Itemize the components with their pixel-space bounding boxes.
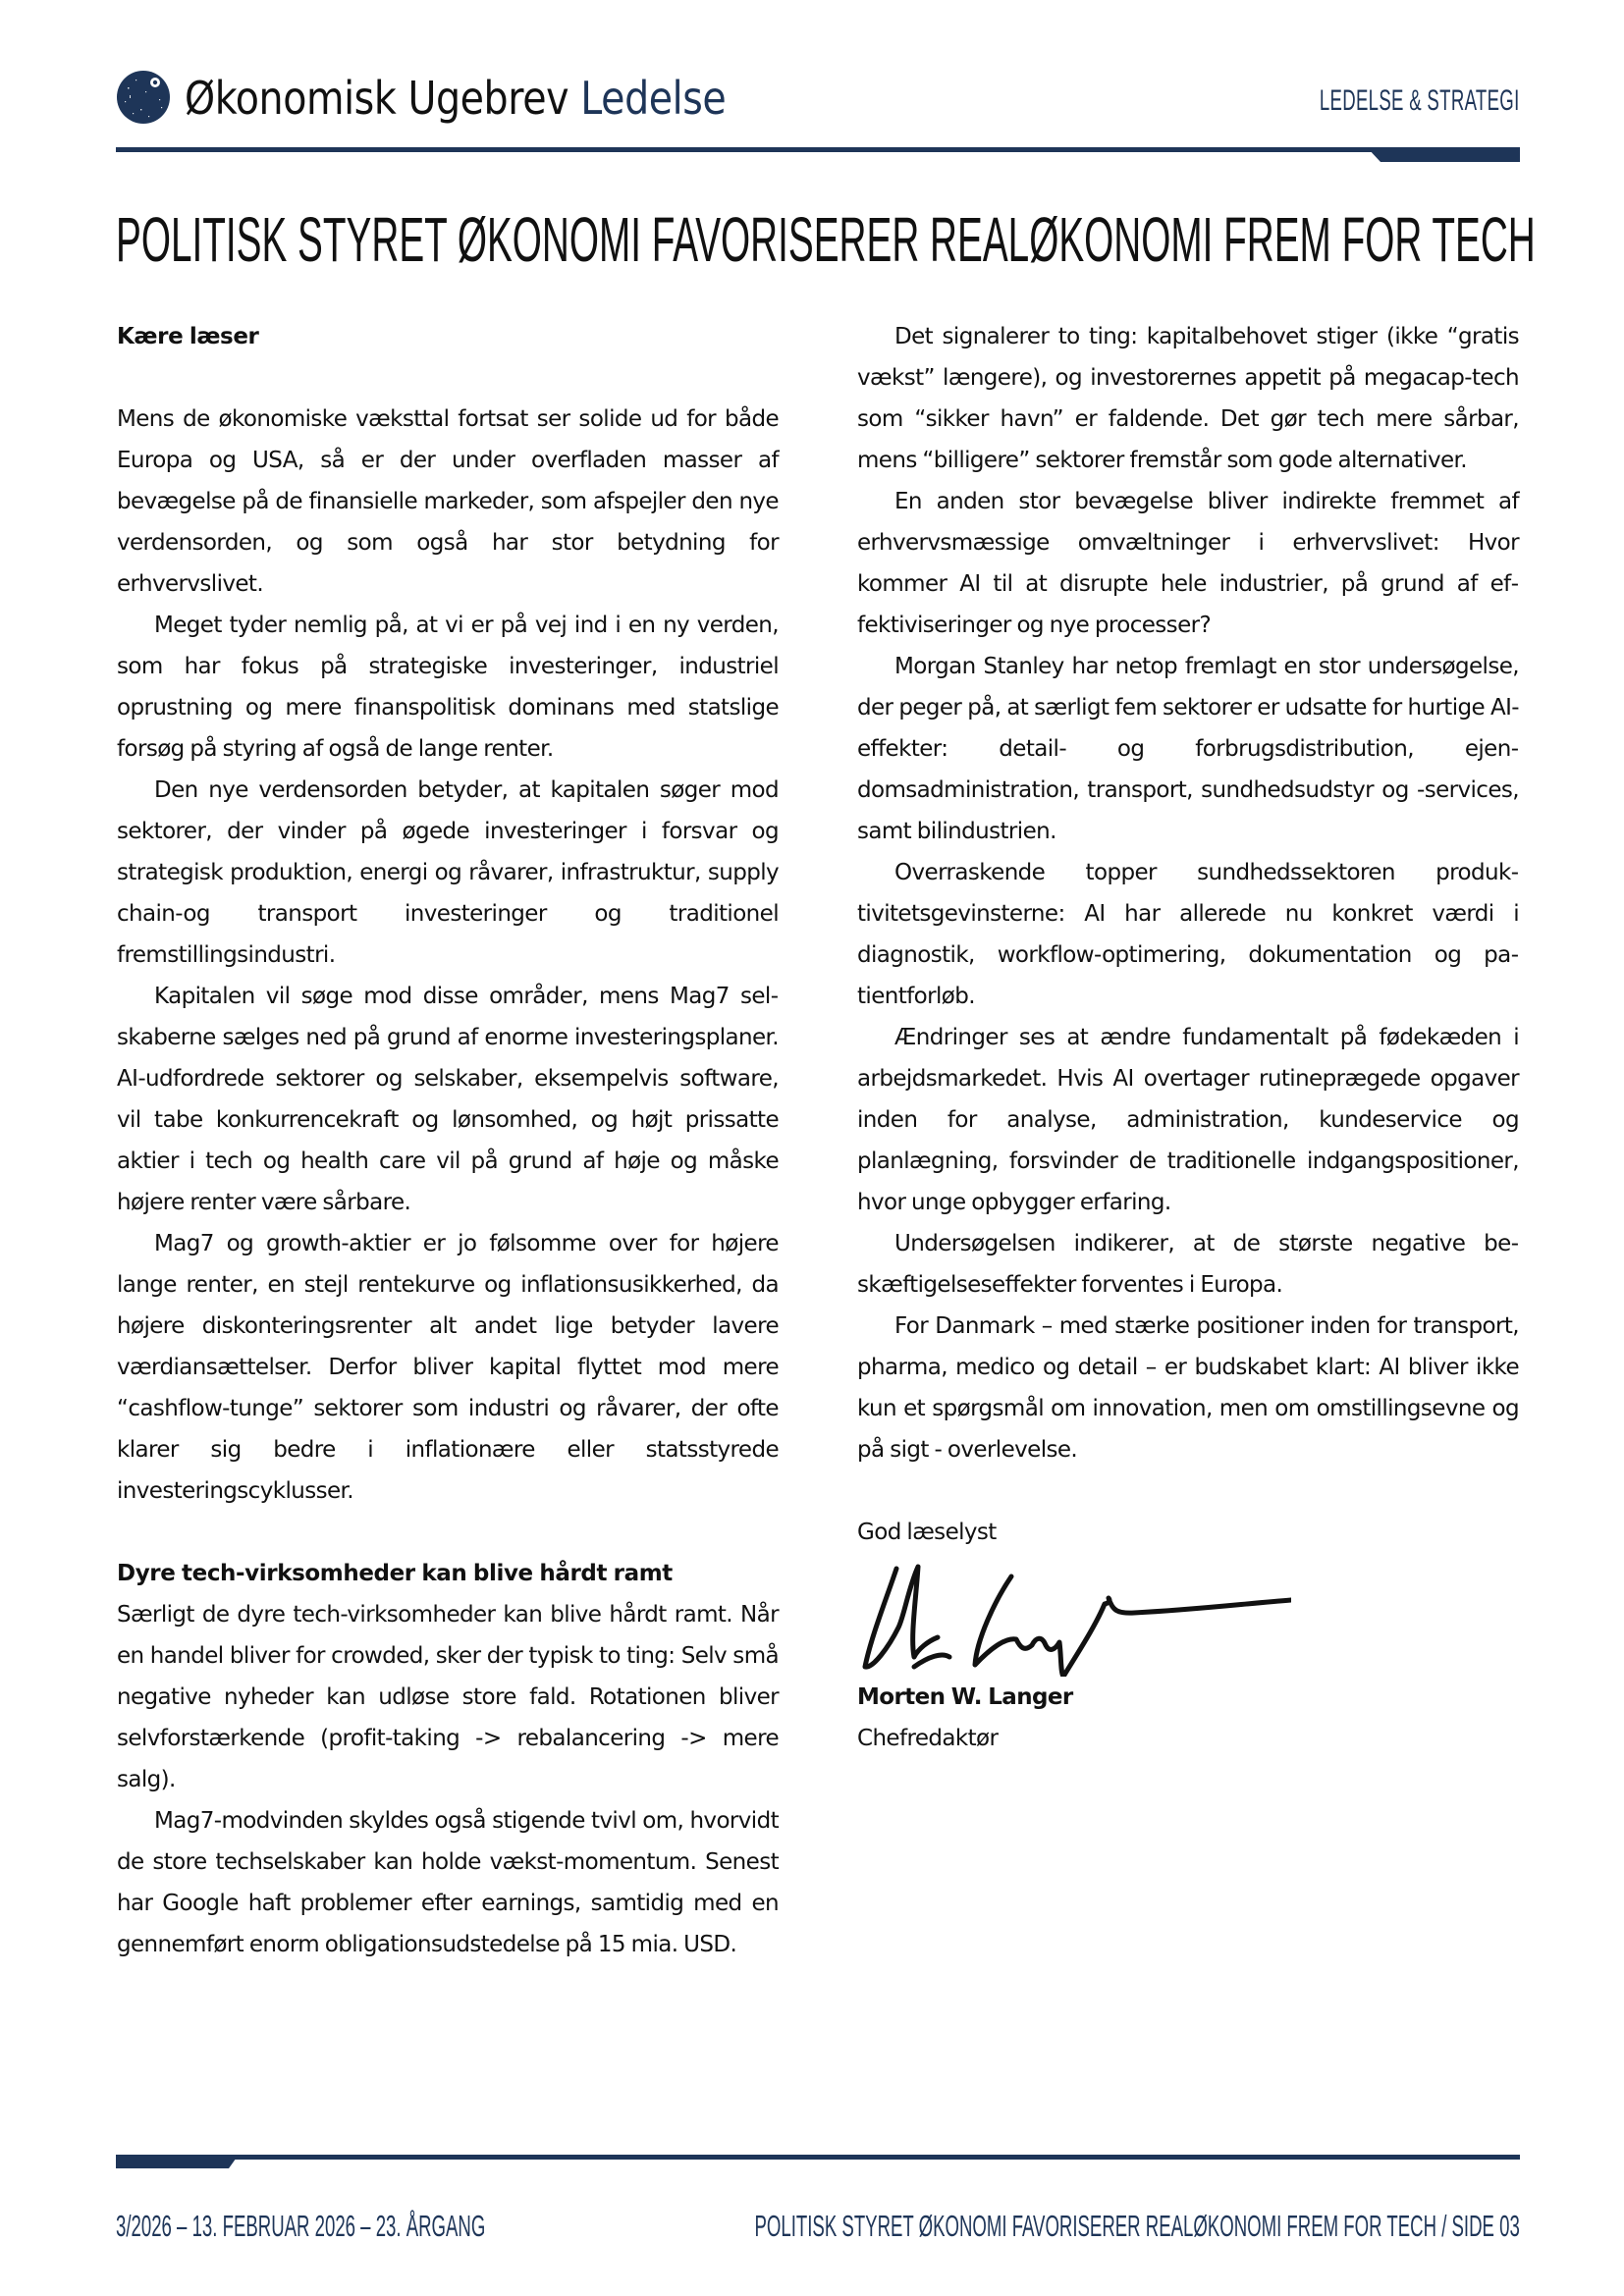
footer-divider xyxy=(116,2155,1520,2160)
issue-info: 3/2026 – 13. FEBRUAR 2026 – 23. ÅRGANG xyxy=(116,2209,486,2243)
left-column xyxy=(117,316,779,1965)
signature-icon xyxy=(859,1559,1291,1677)
right-column xyxy=(857,316,1519,1759)
header-divider-tab xyxy=(1367,147,1520,162)
paragraph: Ændringer ses at ændre fundamentalt på fødekæden i arbejdsmarkedet. Hvis AI overtager rutineprægede opgaver inden for analyse, administration, kundeservice og planlægning, forsvinder de traditionelle indgangspositioner, hvor unge opbygger erfaring. xyxy=(857,1025,1519,1215)
paragraph: Overraskende topper sundhedssektoren produktivitetsgevinsterne: AI har allerede nu konkret værdi i diagnostik, workflow-optimering, dokumentation og patientforløb. xyxy=(857,860,1519,1009)
masthead xyxy=(116,65,1520,153)
brand-name xyxy=(185,69,726,128)
paragraph: Det signalerer to ting: kapitalbehovet stiger (ikke “gratis vækst” længere), og investorernes appetit på megacap-tech som “sikker havn” er faldende. Det gør tech mere sårbar, mens “billigere” sektorer fremstår som gode alternativer. xyxy=(857,324,1519,473)
salutation: Kære læser xyxy=(117,324,259,349)
article-title: POLITISK STYRET ØKONOMI FAVORISERER REALØKONOMI FREM FOR TECH xyxy=(116,204,1536,275)
header-divider xyxy=(116,147,1520,152)
paragraph: For Danmark – med stærke positioner inden for transport, pharma, medico og detail – er budskabet klart: AI bliver ikke kun et spørgsmål om innovation, men om omstillingsevne og på sigt - overlevelse. xyxy=(857,1313,1519,1463)
paragraph: Kapitalen vil søge mod disse områder, mens Mag7 selskaberne sælges ned på grund af enorme investeringsplaner. AI-udfordrede sektorer og selskaber, eksempelvis software, vil tabe konkurrencekraft og lønsomhed, og højt prissatte aktier i tech og health care vil på grund af høje og måske højere renter være sårbare. xyxy=(117,984,779,1215)
subheading: Dyre tech-virksomheder kan blive hårdt ramt xyxy=(117,1561,673,1586)
brand-main: Økonomisk Ugebrev xyxy=(185,72,569,125)
globe-icon xyxy=(116,70,171,125)
paragraph: Meget tyder nemlig på, at vi er på vej ind i en ny verden, som har fokus på strategiske investeringer, industriel oprustning og mere finanspolitisk dominans med statslige forsøg på styring af også de lange renter. xyxy=(117,613,779,762)
page-info: POLITISK STYRET ØKONOMI FAVORISERER REALØKONOMI FREM FOR TECH / SIDE 03 xyxy=(754,2209,1520,2243)
closing-line: God læselyst xyxy=(857,1520,997,1545)
paragraph: Morgan Stanley har netop fremlagt en stor undersøgelse, der peger på, at særligt fem sektorer er udsatte for hurtige AI-effekter: detail- og forbrugsdistribution, ejendomsadministration, transport, sundhedsudstyr og -services, samt bilindustrien. xyxy=(857,654,1519,844)
section-label: LEDELSE & STRATEGI xyxy=(1320,84,1520,117)
brand-accent: Ledelse xyxy=(580,72,727,125)
paragraph: Undersøgelsen indikerer, at de største negative beskæftigelseseffekter forventes i Europa. xyxy=(857,1231,1519,1298)
paragraph: Mens de økonomiske væksttal fortsat ser solide ud for både Europa og USA, så er der under overfladen masser af bevægelse på de finansielle markeder, som afspejler den nye verdensorden, og som også har stor betydning for erhvervslivet. xyxy=(117,406,779,597)
signer-title: Chefredaktør xyxy=(857,1726,999,1751)
signer-name: Morten W. Langer xyxy=(857,1684,1073,1710)
paragraph: Mag7-modvinden skyldes også stigende tvivl om, hvorvidt de store techselskaber kan holde vækst-momentum. Senest har Google haft problemer efter earnings, samtidig med en gennemført enorm obligationsudstedelse på 15 mia. USD. xyxy=(117,1808,779,1957)
paragraph: Særligt de dyre tech-virksomheder kan blive hårdt ramt. Når en handel bliver for crowded, sker der typisk to ting: Selv små negative nyheder kan udløse store fald. Rotationen bliver selvforstærkende (profit-taking -> rebalancering -> mere salg). xyxy=(117,1602,779,1792)
paragraph: Mag7 og growth-aktier er jo følsomme over for højere lange renter, en stejl rentekurve og inflationsusikkerhed, da højere diskonteringsrenter alt andet lige betyder lavere værdiansættelser. Derfor bliver kapital flyttet mod mere “cashflow-tunge” sektorer som industri og råvarer, der ofte klarer sig bedre i inflationære eller statsstyrede investeringscyklusser. xyxy=(117,1231,779,1504)
footer-divider-tab xyxy=(116,2155,239,2168)
paragraph: Den nye verdensorden betyder, at kapitalen søger mod sektorer, der vinder på øgede investeringer i forsvar og strategisk produktion, energi og råvarer, infrastruktur, supply chain-og transport investeringer og traditionel fremstillingsindustri. xyxy=(117,777,779,968)
paragraph: En anden stor bevægelse bliver indirekte fremmet af erhvervsmæssige omvæltninger i erhvervslivet: Hvor kommer AI til at disrupte hele industrier, på grund af effektiviseringer og nye processer? xyxy=(857,489,1519,638)
